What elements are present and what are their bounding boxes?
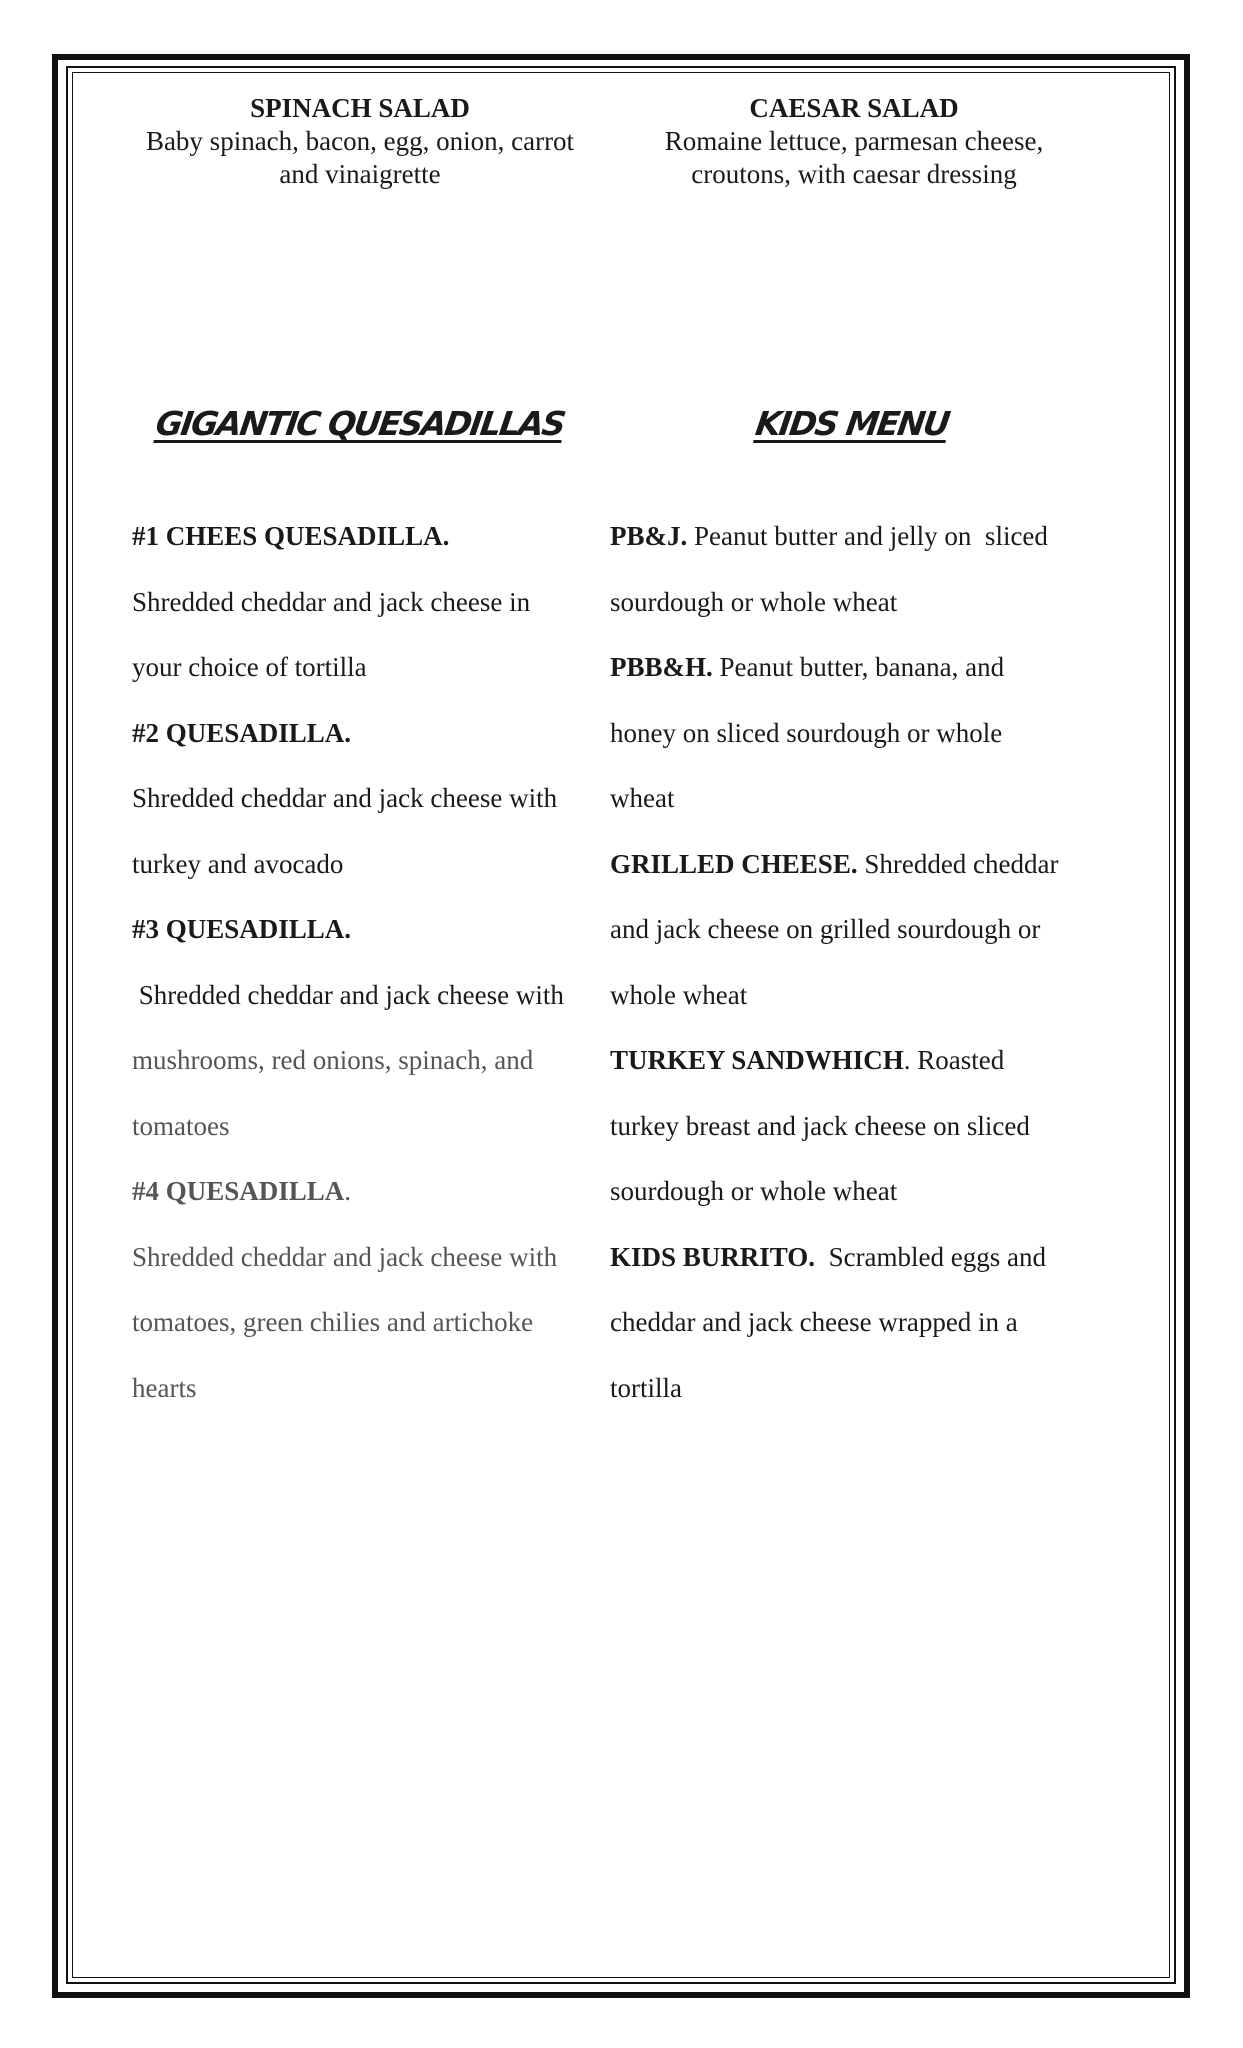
quesadilla-3-desc: tomatoes (132, 1110, 230, 1141)
spinach-salad-desc-2: and vinaigrette (279, 159, 441, 189)
quesadilla-1-name: #1 CHEES QUESADILLA. (132, 521, 450, 551)
quesadilla-4-name-suffix: . (344, 1176, 352, 1206)
quesadilla-4-desc: tomatoes, green chilies and artichoke (132, 1307, 534, 1337)
kids-menu-list (610, 504, 1100, 1421)
kids-item-desc: turkey breast and jack cheese on sliced (610, 1110, 1030, 1141)
kids-item-pbbh (610, 635, 1100, 701)
kids-item-name: PBB&H. (610, 652, 713, 682)
spinach-salad-desc-1: Baby spinach, bacon, egg, onion, carrot (145, 126, 575, 156)
kids-item-desc: Peanut butter, banana, and (712, 652, 1005, 682)
caesar-salad (612, 92, 1096, 191)
kids-item-desc: Peanut butter and jelly on sliced (687, 521, 1048, 551)
kids-item-desc: whole wheat (610, 979, 748, 1010)
caesar-salad-desc-2: croutons, with caesar dressing (691, 159, 1017, 189)
quesadilla-4-name (132, 1159, 602, 1225)
kids-menu-heading: KIDS MENU (753, 404, 951, 443)
spinach-salad-title: SPINACH SALAD (250, 93, 470, 123)
quesadilla-2-desc: turkey and avocado (132, 848, 344, 879)
quesadilla-4-desc: Shredded cheddar and jack cheese with (132, 1241, 558, 1272)
quesadillas-list (132, 504, 602, 1421)
kids-item-burrito (610, 1225, 1100, 1291)
quesadilla-4-desc: hearts (132, 1372, 197, 1403)
kids-item-grilled-cheese (610, 832, 1100, 898)
kids-item-desc: Shredded cheddar (857, 848, 1059, 879)
caesar-salad-desc-1: Romaine lettuce, parmesan cheese, (664, 126, 1044, 156)
quesadilla-2-desc: Shredded cheddar and jack cheese with (132, 783, 558, 813)
kids-item-desc: sourdough or whole wheat (610, 1176, 898, 1206)
kids-item-desc: . Roasted (903, 1045, 1005, 1075)
kids-item-name: KIDS BURRITO. (610, 1241, 816, 1272)
quesadilla-3-desc: mushrooms, red onions, spinach, and (132, 1045, 534, 1075)
quesadilla-3-desc: Shredded cheddar and jack cheese with (132, 979, 564, 1010)
kids-item-desc: and jack cheese on grilled sourdough or (610, 914, 1041, 944)
kids-item-desc: wheat (610, 783, 675, 813)
kids-item-desc: cheddar and jack cheese wrapped in a (610, 1307, 1018, 1337)
kids-item-turkey-sandwich (610, 1028, 1100, 1094)
quesadilla-1-desc: Shredded cheddar and jack cheese in (132, 586, 531, 617)
kids-item-name: GRILLED CHEESE. (610, 848, 858, 879)
quesadilla-2-name: #2 QUESADILLA. (132, 717, 352, 748)
kids-item-name: TURKEY SANDWHICH (610, 1045, 904, 1075)
kids-item-name: PB&J. (610, 521, 688, 551)
caesar-salad-title: CAESAR SALAD (749, 93, 959, 123)
spinach-salad (118, 92, 602, 191)
kids-item-desc: honey on sliced sourdough or whole (610, 717, 1003, 748)
kids-item-desc: sourdough or whole wheat (610, 586, 898, 617)
kids-item-desc: Scrambled eggs and (815, 1241, 1046, 1272)
quesadilla-1-desc: your choice of tortilla (132, 652, 367, 682)
kids-item-pbj (610, 504, 1100, 570)
kids-item-desc: tortilla (610, 1372, 682, 1403)
quesadilla-4-name-bold: #4 QUESADILLA (132, 1176, 345, 1206)
quesadillas-heading: GIGANTIC QUESADILLAS (153, 404, 567, 443)
quesadilla-3-name: #3 QUESADILLA. (132, 914, 352, 944)
